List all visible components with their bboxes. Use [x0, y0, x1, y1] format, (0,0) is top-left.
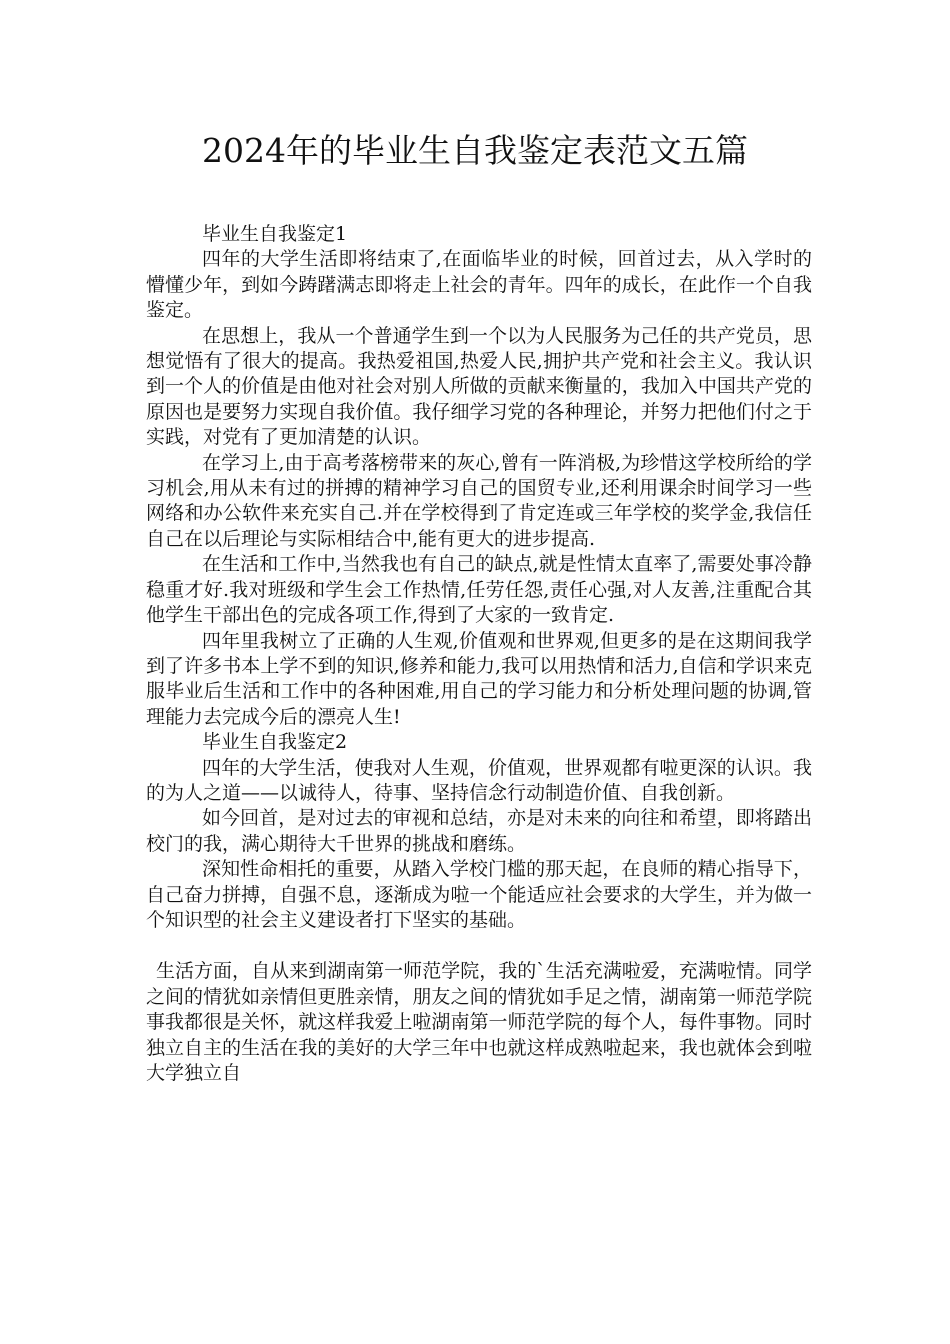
paragraph: 如今回首，是对过去的审视和总结，亦是对未来的向往和希望，即将踏出校门的我，满心期待大千世界的挑战和磨练。 — [146, 807, 812, 855]
paragraph-gap — [146, 933, 812, 959]
paragraph: 四年里我树立了正确的人生观,价值观和世界观,但更多的是在这期间我学到了许多书本上学不到的知识,修养和能力,我可以用热情和活力,自信和学识来克服毕业后生活和工作中的各种困难,用自己的学习能力和分析处理问题的协调,管理能力去完成今后的漂亮人生! — [146, 629, 812, 728]
section-heading-1: 毕业生自我鉴定1 — [202, 223, 348, 245]
paragraph: 四年的大学生活即将结束了,在面临毕业的时候，回首过去，从入学时的懵懂少年，到如今踌躇满志即将走上社会的青年。四年的成长，在此作一个自我鉴定。 — [146, 248, 812, 322]
paragraph: 深知性命相托的重要，从踏入学校门槛的那天起，在良师的精心指导下，自己奋力拼搏，自强不息，逐渐成为啦一个能适应社会要求的大学生，并为做一个知识型的社会主义建设者打下坚实的基础。 — [146, 858, 812, 931]
document-title: 2024年的毕业生自我鉴定表范文五篇 — [202, 131, 748, 170]
paragraph: 生活方面，自从来到湖南第一师范学院，我的`生活充满啦爱，充满啦情。同学之间的情犹如亲情但更胜亲情，朋友之间的情犹如手足之情，湖南第一师范学院事我都很是关怀，就这样我爱上啦湖南第一师范学院的每个人，每件事物。同时独立自主的生活在我的美好的大学三年中也就这样成熟啦起来，我也就体会到啦大学独立自 — [146, 960, 812, 1084]
paragraph: 在生活和工作中,当然我也有自己的缺点,就是性情太直率了,需要处事冷静稳重才好.我对班级和学生会工作热情,任劳任怨,责任心强,对人友善,注重配合其他学生干部出色的完成各项工作,得到了大家的一致肯定. — [146, 553, 812, 627]
paragraph: 四年的大学生活，使我对人生观，价值观，世界观都有啦更深的认识。我的为人之道——以诚待人，待事、坚持信念行动制造价值、自我创新。 — [146, 756, 812, 804]
section-heading-2: 毕业生自我鉴定2 — [202, 731, 348, 754]
paragraph: 在思想上，我从一个普通学生到一个以为人民服务为己任的共产党员，思想觉悟有了很大的提高。我热爱祖国,热爱人民,拥护共产党和社会主义。我认识到一个人的价值是由他对社会对别人所做的贡献来衡量的，我加入中国共产党的原因也是要努力实现自我价值。我仔细学习党的各种理论，并努力把他们付之于实践，对党有了更加清楚的认识。 — [146, 324, 812, 449]
paragraph: 在学习上,由于高考落榜带来的灰心,曾有一阵消极,为珍惜这学校所给的学习机会,用从未有过的拼搏的精神学习自己的国贸专业,还利用课余时间学习一些网络和办公软件来充实自己.并在学校得到了肯定连或三年学校的奖学金,我信任自己在以后理论与实际相结合中,能有更大的进步提高. — [146, 451, 812, 550]
document-body — [146, 222, 812, 1086]
